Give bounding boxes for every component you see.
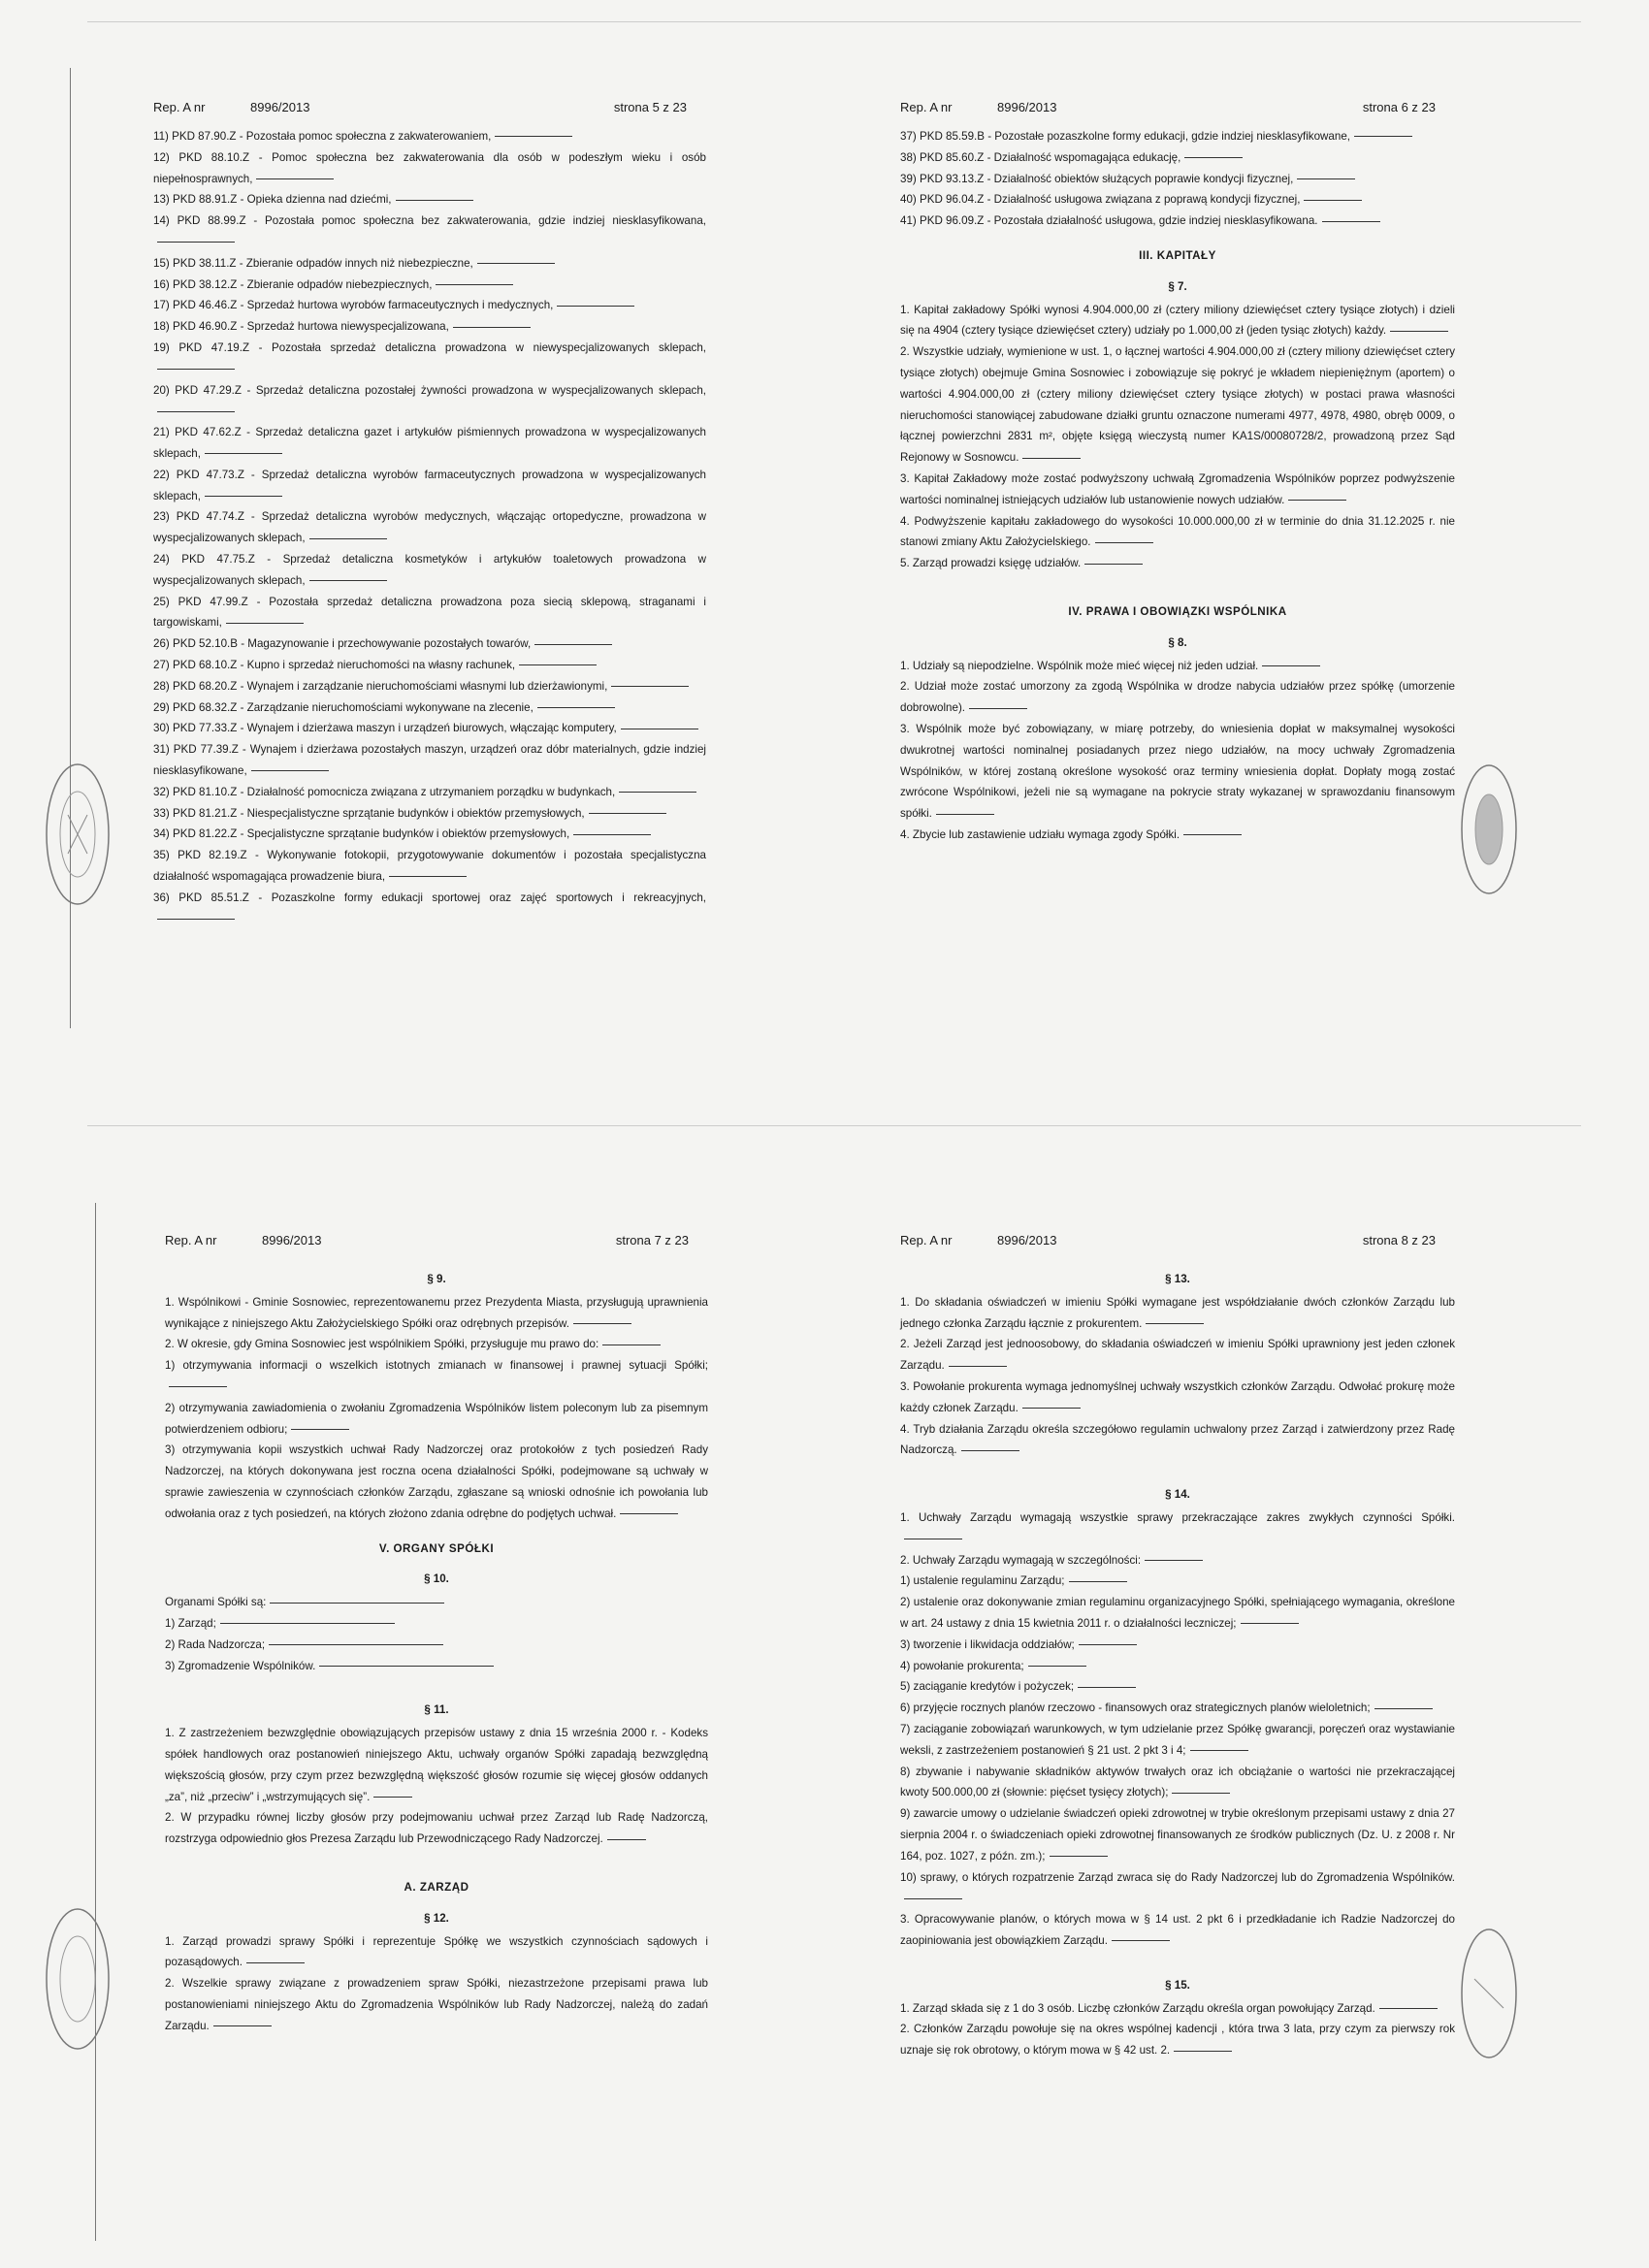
page-number: strona 8 z 23 [1362,1233,1436,1247]
paragraph-text: 4. Podwyższenie kapitału zakładowego do wysokości 10.000.000,00 zł w terminie do dnia 31.12.2025 r. nie stanowi zmiany Aktu Założycielskiego. [900,514,1455,549]
document-page-5 [153,97,706,929]
paragraph-text: 1. Udziały są niepodzielne. Wspólnik może mieć więcej niż jeden udział. [900,659,1259,672]
filler-line [949,1366,1007,1367]
section-heading: § 13. [1165,1273,1190,1285]
repertory-label: Rep. A nr [900,1233,953,1247]
filler-line [1390,331,1448,332]
filler-line [157,411,235,412]
filler-line [537,707,615,708]
paragraph [900,126,1455,147]
paragraph [900,300,1455,342]
document-page-8 [900,1230,1455,2061]
stamp-seal-top-right [1455,757,1523,907]
section-14-body [900,1507,1455,1952]
paragraph-text: 12) PKD 88.10.Z - Pomoc społeczna bez zakwaterowania dla osób w podeszłym wieku i osób niepełnosprawnych, [153,150,706,185]
paragraph [900,1292,1455,1335]
paragraph [900,1656,1455,1677]
paragraph-text: 3) tworzenie i likwidacja oddziałów; [900,1637,1075,1651]
section-7-body [900,300,1455,574]
filler-line [534,644,612,645]
paragraph-text: 3. Opracowywanie planów, o których mowa w § 14 ust. 2 pkt 6 i przedkładanie ich Radzie Nadzorczej do zaopiniowania jest obowiązkiem Zarządu. [900,1913,1455,1947]
paragraph-text: 20) PKD 47.29.Z - Sprzedaż detaliczna pozostałej żywności prowadzona w wyspecjalizowanych sklepach, [153,383,706,397]
paragraph-text: 33) PKD 81.21.Z - Niespecjalistyczne sprzątanie budynków i obiektów przemysłowych, [153,806,585,820]
paragraph-text: 13) PKD 88.91.Z - Opieka dzienna nad dziećmi, [153,193,392,207]
paragraph-text: 40) PKD 96.04.Z - Działalność usługowa związana z poprawą kondycji fizycznej, [900,193,1301,207]
paragraph-text: 3. Kapitał Zakładowy może zostać podwyższony uchwałą Zgromadzenia Wspólników poprzez podwyższenie wartości nominalnej istniejących udziałów lub ustanowienie nowych udziałów. [900,471,1455,506]
paragraph [900,2019,1455,2061]
paragraph-text: 1. Do składania oświadczeń w imieniu Spółki wymagane jest współdziałanie dwóch członków Zarządu lub jednego członka Zarządu łącznie z prokurentem. [900,1295,1455,1330]
filler-line [495,136,572,137]
paragraph-text: 21) PKD 47.62.Z - Sprzedaż detaliczna gazet i artykułów piśmiennych prowadzona w wyspecjalizowanych sklepach, [153,426,706,460]
paragraph [153,697,706,719]
paragraph-text: 2) Rada Nadzorcza; [165,1637,266,1651]
filler-line [1379,2008,1438,2009]
filler-line [246,1962,305,1963]
paragraph-text: 32) PKD 81.10.Z - Działalność pomocnicza związana z utrzymaniem porządku w budynkach, [153,785,616,798]
section-11-body [165,1723,708,1850]
paragraph [153,633,706,655]
paragraph [153,718,706,739]
paragraph [900,147,1455,169]
paragraph [900,169,1455,190]
paragraph-text: 26) PKD 52.10.B - Magazynowanie i przechowywanie pozostałych towarów, [153,637,532,651]
filler-line [1022,1408,1081,1409]
paragraph [165,1807,708,1850]
filler-line [270,1603,444,1604]
paragraph-text: 2. W przypadku równej liczby głosów przy podejmowaniu uchwał przez Zarząd lub Radę Nadzorczą, rozstrzyga odpowiednio głos Prezesa Zarządu lub Przewodniczącego Rady Nadzorczej. [165,1811,708,1846]
filler-line [619,792,696,793]
paragraph [153,845,706,888]
filler-line [1084,564,1143,565]
paragraph-text: 1. Kapitał zakładowy Spółki wynosi 4.904.000,00 zł (cztery miliony dziewięćset cztery tysiące złotych) i dzieli się na 4904 (cztery tysiące dziewięćset cztery) udziały po 1.000,00 zł (jeden tysiąc złotych) każdy. [900,303,1455,338]
filler-line [620,1513,678,1514]
paragraph [900,1719,1455,1762]
paragraph-text: 11) PKD 87.90.Z - Pozostała pomoc społeczna z zakwaterowaniem, [153,130,492,143]
paragraph-text: 2. Członków Zarządu powołuje się na okres wspólnej kadencji , która trwa 3 lata, przy czym za pierwszy rok uznaje się rok obrotowy, o którym mowa w § 42 ust. 2. [900,2023,1455,2057]
paragraph [900,1571,1455,1592]
paragraph [153,316,706,338]
paragraph [900,1698,1455,1719]
paragraph [900,1998,1455,2020]
section-9-body [165,1292,708,1525]
filler-line [1069,1581,1127,1582]
paragraph [165,1973,708,2036]
paragraph-text: 9) zawarcie umowy o udzielanie świadczeń opieki zdrowotnej w trybie określonym przepisami ustawy z dnia 27 sierpnia 2004 r. o świadczeniach opieki zdrowotnej finansowanych ze środków publicznych (Dz. U. z 2008 r. Nr 164, poz. 1027, z późn. zm.); [900,1807,1455,1863]
paragraph-text: 14) PKD 88.99.Z - Pozostała pomoc społeczna bez zakwaterowania, gdzie indziej niesklasyfikowana, [153,214,706,228]
paragraph-text: 27) PKD 68.10.Z - Kupno i sprzedaż nieruchomości na własny rachunek, [153,658,516,671]
paragraph-text: 39) PKD 93.13.Z - Działalność obiektów służących poprawie kondycji fizycznej, [900,172,1294,185]
paragraph [153,803,706,825]
filler-line [389,876,467,877]
paragraph [900,1507,1455,1550]
paragraph [165,1613,708,1635]
paragraph [900,1419,1455,1462]
chapter-heading: III. KAPITAŁY [1139,248,1216,262]
document-page-7 [165,1230,708,2037]
paragraph [153,380,706,423]
pkd-list [900,126,1455,232]
filler-line [436,284,513,285]
paragraph-text: 24) PKD 47.75.Z - Sprzedaż detaliczna kosmetyków i artykułów toaletowych prowadzona w wyspecjalizowanych sklepach, [153,552,706,587]
paragraph-text: 3. Powołanie prokurenta wymaga jednomyślnej uchwały wszystkich członków Zarządu. Odwołać prokurę może każdy członek Zarządu. [900,1379,1455,1414]
paragraph-text: 5) zaciąganie kredytów i pożyczek; [900,1680,1075,1694]
paragraph-text: 5. Zarząd prowadzi księgę udziałów. [900,557,1082,570]
pkd-list [153,126,706,929]
paragraph-text: 23) PKD 47.74.Z - Sprzedaż detaliczna wyrobów medycznych, włączając ortopedyczne, prowadzona w wyspecjalizowanych sklepach, [153,510,706,545]
filler-line [169,1386,227,1387]
page-separator-middle [87,1125,1581,1126]
paragraph [900,719,1455,825]
filler-line [1288,500,1346,501]
chapter-heading: IV. PRAWA I OBOWIĄZKI WSPÓLNIKA [1068,604,1287,618]
paragraph [165,1398,708,1441]
filler-line [969,708,1027,709]
paragraph-text: 2. W okresie, gdy Gmina Sosnowiec jest wspólnikiem Spółki, przysługuje mu prawo do: [165,1338,599,1351]
paragraph [165,1440,708,1524]
section-heading: § 14. [1165,1488,1190,1502]
page-header [165,1230,708,1259]
filler-line [936,814,994,815]
filler-line [1095,542,1153,543]
filler-line [611,686,689,687]
paragraph [900,1909,1455,1952]
page-edge-bottom-left [95,1203,96,2241]
paragraph-text: 2) otrzymywania zawiadomienia o zwołaniu Zgromadzenia Wspólników listem poleconym lub za pisemnym potwierdzeniem odbioru; [165,1401,708,1436]
paragraph-text: 1) ustalenie regulaminu Zarządu; [900,1574,1065,1588]
paragraph [153,888,706,930]
filler-line [309,580,387,581]
filler-line [291,1429,349,1430]
paragraph-text: 25) PKD 47.99.Z - Pozostała sprzedaż detaliczna prowadzona poza siecią sklepową, straganami i targowiskami, [153,595,706,630]
section-8-body [900,656,1455,846]
paragraph [900,341,1455,469]
filler-line [589,813,666,814]
filler-line [573,834,651,835]
paragraph [900,1377,1455,1419]
paragraph-text: 2) ustalenie oraz dokonywanie zmian regulaminu organizacyjnego Spółki, spełniającego wymagania, określone w art. 24 ustawy z dnia 15 kwietnia 2011 r. o działalności leczniczej; [900,1596,1455,1630]
paragraph [900,511,1455,554]
filler-line [519,664,597,665]
section-10-body [165,1592,708,1676]
page-header [900,97,1455,126]
filler-line [1374,1708,1433,1709]
filler-line [1262,665,1320,666]
filler-line [157,369,235,370]
paragraph-text: 7) zaciąganie zobowiązań warunkowych, w tym udzielanie przez Spółkę gwarancji, poręczeń oraz wystawianie weksli, z zastrzeżeniem postanowień § 21 ust. 2 pkt 3 i 4; [900,1722,1455,1757]
section-heading: § 7. [1168,279,1187,293]
repertory-number: 8996/2013 [997,1233,1057,1247]
paragraph-text: 2. Wszystkie udziały, wymienione w ust. 1, o łącznej wartości 4.904.000,00 zł (cztery miliony dziewięćset cztery tysiące złotych) obejmuje Gmina Sosnowiec i zobowiązuje się pokryć je wkładem niepieniężnym (aportem) o wartości 4.904.000,00 zł (cztery miliony dziewięćset cztery tysiące złotych) w postaci prawa własności nieruchomości stanowiącej zabudowane działki gruntu oznaczone numerami 4977, 4978, 4980, obręb 0009, o łącznej powierzchni 2831 m², objęte księgą wieczystą numer KA1S/00080728/2, prowadzoną przez Sąd Rejonowy w Sosnowcu. [900,345,1455,465]
paragraph-text: 1. Z zastrzeżeniem bezwzględnie obowiązujących przepisów ustawy z dnia 15 września 2000 r. - Kodeks spółek handlowych oraz postanowień niniejszego Aktu, uchwały organów Spółki zapadają bezwzględną większością głosów, przy czym przez bezwzględną większość głosów rozumie się więcej głosów oddanych „za”, niż „przeciw” i „wstrzymujących się”. [165,1727,708,1803]
paragraph-text: 2. Uchwały Zarządu wymagają w szczególności: [900,1553,1142,1567]
filler-line [1146,1323,1204,1324]
section-heading: § 9. [427,1273,446,1285]
paragraph-text: 18) PKD 46.90.Z - Sprzedaż hurtowa niewyspecjalizowana, [153,320,449,334]
repertory-label: Rep. A nr [153,100,206,114]
paragraph-text: 2. Udział może zostać umorzony za zgodą Wspólnika w drodze nabycia udziałów przez spółkę (umorzenie dobrowolne). [900,680,1455,715]
repertory-label: Rep. A nr [900,100,953,114]
section-heading: § 10. [424,1572,449,1586]
paragraph [165,1635,708,1656]
section-heading: § 8. [1168,635,1187,649]
paragraph [165,1355,708,1398]
paragraph [900,1550,1455,1571]
paragraph [153,295,706,316]
paragraph-text: 19) PKD 47.19.Z - Pozostała sprzedaż detaliczna prowadzona w niewyspecjalizowanych sklepach, [153,340,706,354]
paragraph-text: 37) PKD 85.59.B - Pozostałe pozaszkolne formy edukacji, gdzie indziej niesklasyfikowane, [900,130,1350,143]
paragraph [153,676,706,697]
section-heading: § 11. [424,1703,449,1717]
filler-line [557,306,634,307]
filler-line [373,1797,412,1798]
paragraph-text: 2. Jeżeli Zarząd jest jednoosobowy, do składania oświadczeń w imieniu Spółki uprawniony jest jeden członek Zarządu. [900,1338,1455,1373]
paragraph-text: 8) zbywanie i nabywanie składników aktywów trwałych oraz ich obciążanie o wartości nie przekraczającej kwoty 500.000,00 zł (słownie: pięćset tysięcy złotych); [900,1765,1455,1799]
repertory-label: Rep. A nr [165,1233,217,1247]
paragraph [153,824,706,845]
filler-line [1322,221,1380,222]
paragraph-text: 4. Tryb działania Zarządu określa szczegółowo regulamin uchwalony przez Zarząd i zatwierdzony przez Radę Nadzorczą. [900,1422,1455,1457]
paragraph [900,1803,1455,1866]
paragraph-text: 35) PKD 82.19.Z - Wykonywanie fotokopii, przygotowywanie dokumentów i pozostała specjalistyczna działalność wspomagająca prowadzenie biura, [153,849,706,883]
paragraph-text: 4) powołanie prokurenta; [900,1659,1024,1672]
paragraph-text: 41) PKD 96.09.Z - Pozostała działalność usługowa, gdzie indziej niesklasyfikowana. [900,214,1318,228]
filler-line [1028,1666,1086,1667]
paragraph-text: 3) otrzymywania kopii wszystkich uchwał Rady Nadzorczej oraz protokołów z tych posiedzeń Rady Nadzorczej, na których dokonywana jest roczna ocena działalności Spółki, podejmowane są uchwały w sprawie zawieszenia w czynnościach członków Zarządu, zgłaszane są wnioski odnośnie ich powołania lub odwołania oraz z tych posiedzeń, na których złożono zdania odrębne do podjętych uchwał. [165,1443,708,1520]
paragraph-text: 1. Uchwały Zarządu wymagają wszystkie sprawy przekraczające zakres zwykłych czynności Spółki. [900,1510,1455,1524]
paragraph [153,782,706,803]
paragraph [165,1723,708,1807]
paragraph-text: 10) sprawy, o których rozpatrzenie Zarząd zwraca się do Rady Nadzorczej lub do Zgromadzenia Wspólników. [900,1870,1455,1884]
filler-line [1079,1644,1137,1645]
filler-line [1174,2051,1232,2052]
paragraph [900,469,1455,511]
section-15-body [900,1998,1455,2061]
filler-line [205,496,282,497]
filler-line [1190,1750,1248,1751]
filler-line [961,1450,1019,1451]
paragraph-text: 6) przyjęcie rocznych planów rzeczowo - finansowych oraz strategicznych planów wieloletnich; [900,1701,1371,1715]
paragraph [153,253,706,275]
paragraph-text: Organami Spółki są: [165,1596,267,1609]
filler-line [309,538,387,539]
filler-line [256,178,334,179]
paragraph-text: 1) Zarząd; [165,1616,216,1630]
page-number: strona 6 z 23 [1362,100,1436,114]
paragraph [900,1334,1455,1377]
filler-line [1184,157,1243,158]
paragraph [153,739,706,782]
filler-line [477,263,555,264]
paragraph-text: 38) PKD 85.60.Z - Działalność wspomagająca edukację, [900,150,1181,164]
filler-line [319,1666,494,1667]
page-number: strona 7 z 23 [615,1233,689,1247]
filler-line [220,1623,395,1624]
filler-line [205,453,282,454]
paragraph [153,655,706,676]
paragraph-text: 1) otrzymywania informacji o wszelkich istotnych zmianach w finansowej i prawnej sytuacji Spółki; [165,1359,708,1373]
paragraph-text: 22) PKD 47.73.Z - Sprzedaż detaliczna wyrobów farmaceutycznych prowadzona w wyspecjalizowanych sklepach, [153,468,706,502]
paragraph [900,1762,1455,1804]
paragraph-text: 30) PKD 77.33.Z - Wynajem i dzierżawa maszyn i urządzeń biurowych, włączając komputery, [153,722,617,735]
filler-line [157,242,235,243]
chapter-heading: V. ORGANY SPÓŁKI [378,1541,495,1555]
paragraph [153,465,706,507]
filler-line [1022,458,1081,459]
paragraph-text: 17) PKD 46.46.Z - Sprzedaż hurtowa wyrobów farmaceutycznych i medycznych, [153,299,554,312]
paragraph [900,676,1455,719]
paragraph [165,1931,708,1974]
section-heading: § 12. [424,1911,449,1925]
paragraph [153,592,706,634]
paragraph [165,1292,708,1335]
paragraph [900,656,1455,677]
filler-line [251,770,329,771]
paragraph-text: 1. Zarząd prowadzi sprawy Spółki i reprezentuje Spółkę we wszystkich czynnościach sądowych i pozasądowych. [165,1934,708,1969]
paragraph [153,126,706,147]
paragraph-text: 3) Zgromadzenie Wspólników. [165,1659,316,1672]
paragraph-text: 15) PKD 38.11.Z - Zbieranie odpadów innych niż niebezpieczne, [153,256,473,270]
page-header [153,97,706,126]
filler-line [1050,1856,1108,1857]
paragraph [900,189,1455,211]
paragraph-text: 2. Wszelkie sprawy związane z prowadzeniem spraw Spółki, niezastrzeżone przepisami prawa lub postanowieniami niniejszego Aktu do Zgromadzenia Wspólników lub Rady Nadzorczej, należą do zadań Zarządu. [165,1977,708,2032]
paragraph [153,189,706,211]
paragraph [153,147,706,190]
paragraph-text: 4. Zbycie lub zastawienie udziału wymaga zgody Spółki. [900,827,1180,841]
paragraph [153,506,706,549]
filler-line [1354,136,1412,137]
paragraph [900,1867,1455,1910]
filler-line [1297,178,1355,179]
paragraph [900,553,1455,574]
filler-line [1112,1940,1170,1941]
paragraph-text: 1. Zarząd składa się z 1 do 3 osób. Liczbę członków Zarządu określa organ powołujący Zarząd. [900,2001,1375,2015]
section-heading: § 15. [1165,1978,1190,1992]
paragraph [153,422,706,465]
paragraph-text: 36) PKD 85.51.Z - Pozaszkolne formy edukacji sportowej oraz zajęć sportowych i rekreacyjnych, [153,891,706,904]
paragraph [900,1635,1455,1656]
paragraph [900,211,1455,232]
filler-line [1078,1687,1136,1688]
paragraph [153,549,706,592]
page-separator-top [87,21,1581,22]
paragraph [153,275,706,296]
section-12-body [165,1931,708,2037]
filler-line [1172,1793,1230,1794]
repertory-number: 8996/2013 [262,1233,322,1247]
filler-line [904,1898,962,1899]
filler-line [453,327,531,328]
repertory-number: 8996/2013 [250,100,310,114]
stamp-seal-bottom-left [39,1901,116,2061]
filler-line [269,1644,443,1645]
filler-line [1241,1623,1299,1624]
page-header [900,1230,1455,1259]
document-page-6 [900,97,1455,846]
filler-line [396,200,473,201]
paragraph-text: 31) PKD 77.39.Z - Wynajem i dzierżawa pozostałych maszyn, urządzeń oraz dóbr materialnych, gdzie indziej niesklasyfikowane, [153,743,706,777]
filler-line [607,1839,646,1840]
filler-line [157,919,235,920]
filler-line [1145,1560,1203,1561]
paragraph-text: 1. Wspólnikowi - Gminie Sosnowiec, reprezentowanemu przez Prezydenta Miasta, przysługują uprawnienia wynikające z niniejszego Aktu Założycielskiego Spółki oraz odrębnych przepisów. [165,1295,708,1330]
paragraph [165,1592,708,1613]
filler-line [226,623,304,624]
section-13-body [900,1292,1455,1461]
paragraph-text: 3. Wspólnik może być zobowiązany, w miarę potrzeby, do wniesienia dopłat w maksymalnej wysokości dwukrotnej wartości nominalnej posiadanych przez niego udziałów, na mocy uchwały Zgromadzenia Wspólników, w której zostaną określone wysokość oraz terminy wniesienia dopłat. Dopłaty mogą zostać zwrócone Wspólnikowi, jeżeli nie są wymagane na pokrycie straty wykazanej w sprawozdaniu finansowym spółki. [900,722,1455,821]
paragraph [165,1656,708,1677]
filler-line [1304,200,1362,201]
paragraph-text: 28) PKD 68.20.Z - Wynajem i zarządzanie nieruchomościami własnymi lub dzierżawionymi, [153,679,608,693]
paragraph [165,1334,708,1355]
paragraph [900,1676,1455,1698]
filler-line [573,1323,631,1324]
chapter-heading: A. ZARZĄD [404,1880,469,1894]
filler-line [213,2025,272,2026]
paragraph-text: 16) PKD 38.12.Z - Zbieranie odpadów niebezpiecznych, [153,277,433,291]
page-number: strona 5 z 23 [613,100,687,114]
paragraph [900,1592,1455,1635]
filler-line [1183,834,1242,835]
paragraph [153,211,706,253]
stamp-seal-bottom-right [1455,1921,1523,2071]
paragraph [900,825,1455,846]
paragraph-text: 34) PKD 81.22.Z - Specjalistyczne sprzątanie budynków i obiektów przemysłowych, [153,827,570,841]
paragraph [153,338,706,380]
repertory-number: 8996/2013 [997,100,1057,114]
stamp-seal-top-left [39,757,116,917]
paragraph-text: 29) PKD 68.32.Z - Zarządzanie nieruchomościami wykonywane na zlecenie, [153,700,534,714]
